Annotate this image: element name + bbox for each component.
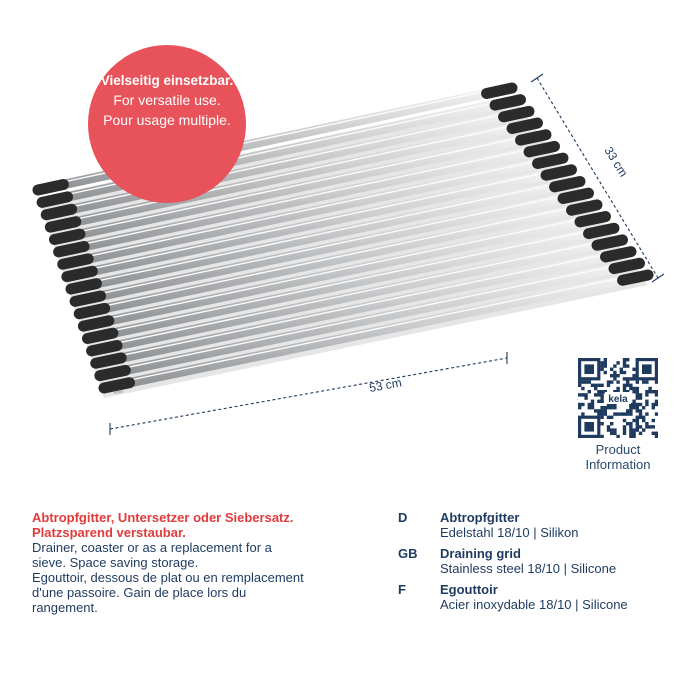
qr-module <box>632 374 635 377</box>
qr-module <box>645 393 648 396</box>
qr-module <box>600 393 603 396</box>
qr-module <box>604 406 607 409</box>
qr-module <box>636 380 639 383</box>
qr-center-logo: kela <box>608 394 628 405</box>
mat-end-cap <box>88 333 113 338</box>
qr-module <box>623 432 626 435</box>
qr-module <box>581 403 584 406</box>
qr-module <box>588 380 591 383</box>
qr-module <box>639 432 642 435</box>
mat-end-cap <box>92 346 117 351</box>
qr-module <box>655 403 658 406</box>
description-fr-line2: d'une passoire. Gain de place lors du <box>32 585 247 600</box>
qr-module <box>578 393 581 396</box>
qr-module <box>629 384 632 387</box>
qr-module <box>645 422 648 425</box>
qr-module <box>607 428 610 431</box>
qr-module <box>629 412 632 415</box>
qr-module <box>639 396 642 399</box>
qr-module <box>604 364 607 367</box>
mat-end-cap <box>59 246 84 251</box>
qr-module <box>648 390 651 393</box>
qr-module <box>610 406 613 409</box>
qr-module <box>655 412 658 415</box>
qr-module <box>642 428 645 431</box>
qr-module <box>604 412 607 415</box>
qr-module <box>648 387 651 390</box>
mat-end-cap <box>589 228 614 233</box>
mat-end-cap <box>512 123 537 128</box>
mat-end-cap <box>606 252 631 257</box>
qr-module <box>636 406 639 409</box>
description-fr-line1: Egouttoir, dessous de plat ou en remplacement <box>32 570 304 585</box>
language-title: Abtropfgitter <box>440 510 520 525</box>
qr-module <box>613 377 616 380</box>
qr-module <box>610 416 613 419</box>
mat-end-cap <box>529 146 554 151</box>
qr-module <box>620 412 623 415</box>
qr-module <box>597 400 600 403</box>
qr-module <box>591 400 594 403</box>
qr-module <box>652 406 655 409</box>
mat-end-cap <box>563 193 588 198</box>
qr-module <box>616 412 619 415</box>
qr-module <box>655 380 658 383</box>
qr-module <box>632 387 635 390</box>
qr-module <box>613 364 616 367</box>
language-list <box>398 510 698 618</box>
qr-module <box>600 390 603 393</box>
language-row-f <box>398 582 698 612</box>
qr-module <box>610 422 613 425</box>
qr-module <box>597 409 600 412</box>
qr-module <box>597 412 600 415</box>
qr-module <box>600 416 603 419</box>
qr-module <box>623 361 626 364</box>
language-material: Stainless steel 18/10 | Silicone <box>440 561 617 576</box>
mat-end-cap <box>546 170 571 175</box>
qr-caption <box>578 442 658 472</box>
qr-module <box>655 390 658 393</box>
mat-end-cap <box>46 209 71 214</box>
qr-module <box>636 419 639 422</box>
badge-line-en: For versatile use. <box>113 92 221 108</box>
qr-module <box>652 425 655 428</box>
qr-module <box>600 412 603 415</box>
language-code: F <box>398 582 406 597</box>
qr-module <box>636 403 639 406</box>
qr-module <box>639 393 642 396</box>
qr-module <box>626 377 629 380</box>
qr-module <box>632 428 635 431</box>
qr-module <box>626 412 629 415</box>
mat-end-cap <box>614 263 639 268</box>
qr-module <box>623 384 626 387</box>
qr-module <box>591 403 594 406</box>
qr-module <box>613 406 616 409</box>
qr-module <box>584 422 594 432</box>
qr-module <box>578 406 581 409</box>
qr-module <box>623 387 626 390</box>
language-material: Edelstahl 18/10 | Silikon <box>440 525 579 540</box>
qr-module <box>632 403 635 406</box>
qr-module <box>610 368 613 371</box>
mat-end-cap <box>96 358 121 363</box>
versatile-use-badge <box>88 45 246 203</box>
qr-module <box>632 400 635 403</box>
qr-module <box>652 432 655 435</box>
qr-module <box>600 435 603 438</box>
qr-code-icon[interactable] <box>578 358 658 438</box>
description-de-line1: Abtropfgitter, Untersetzer oder Siebersatz. <box>32 510 294 525</box>
mat-end-cap <box>67 271 92 276</box>
qr-module <box>632 377 635 380</box>
qr-module <box>607 384 610 387</box>
qr-module <box>578 384 581 387</box>
qr-module <box>588 406 591 409</box>
qr-module <box>607 380 610 383</box>
qr-module <box>645 425 648 428</box>
qr-module <box>629 435 632 438</box>
qr-module <box>584 364 594 374</box>
qr-module <box>655 435 658 438</box>
qr-module <box>642 406 645 409</box>
badge-line-fr: Pour usage multiple. <box>103 112 231 128</box>
qr-caption-line1: Product <box>595 442 641 457</box>
qr-module <box>636 425 639 428</box>
mat-end-cap <box>83 321 108 326</box>
qr-module <box>642 416 645 419</box>
mat-end-cap <box>75 296 100 301</box>
mat-end-cap <box>495 100 520 105</box>
qr-module <box>584 396 587 399</box>
qr-module <box>626 380 629 383</box>
depth-label: 33 cm <box>601 144 631 180</box>
qr-module <box>588 403 591 406</box>
qr-module <box>594 409 597 412</box>
qr-module <box>629 387 632 390</box>
qr-module <box>639 416 642 419</box>
qr-module <box>645 400 648 403</box>
qr-module <box>652 390 655 393</box>
description-de-line2: Platzsparend verstaubar. <box>32 525 186 540</box>
language-title: Egouttoir <box>440 582 498 597</box>
qr-module <box>639 409 642 412</box>
qr-module <box>632 368 635 371</box>
qr-module <box>629 422 632 425</box>
qr-module <box>623 428 626 431</box>
qr-module <box>629 377 632 380</box>
qr-module <box>581 387 584 390</box>
qr-module <box>655 432 658 435</box>
mat-end-cap <box>100 370 125 375</box>
qr-module <box>600 422 603 425</box>
description-fr-line3: rangement. <box>32 600 98 615</box>
qr-module <box>636 387 639 390</box>
description-en-line1: Drainer, coaster or as a replacement for a <box>32 540 272 555</box>
language-row-gb <box>398 546 698 576</box>
qr-module <box>613 374 616 377</box>
mat-end-cap <box>538 158 563 163</box>
qr-module <box>600 406 603 409</box>
qr-module <box>629 428 632 431</box>
qr-module <box>629 432 632 435</box>
qr-module <box>610 428 613 431</box>
qr-module <box>623 377 626 380</box>
mat-end-cap <box>63 259 88 264</box>
qr-module <box>648 425 651 428</box>
qr-module <box>607 406 610 409</box>
qr-module <box>623 412 626 415</box>
qr-module <box>626 422 629 425</box>
qr-module <box>581 393 584 396</box>
qr-module <box>642 419 645 422</box>
qr-caption-line2: Information <box>585 457 651 472</box>
qr-module <box>623 371 626 374</box>
qr-module <box>610 432 613 435</box>
qr-module <box>591 406 594 409</box>
qr-module <box>626 364 629 367</box>
qr-module <box>620 371 623 374</box>
qr-module <box>604 371 607 374</box>
qr-module <box>616 361 619 364</box>
qr-module <box>639 412 642 415</box>
qr-module <box>597 384 600 387</box>
qr-module <box>578 403 581 406</box>
qr-module <box>632 390 635 393</box>
qr-module <box>591 384 594 387</box>
qr-module <box>623 419 626 422</box>
qr-module <box>623 425 626 428</box>
qr-module <box>581 412 584 415</box>
language-code: GB <box>398 546 418 561</box>
qr-module <box>655 393 658 396</box>
qr-module <box>616 380 619 383</box>
mat-end-cap <box>504 111 529 116</box>
qr-module <box>636 393 639 396</box>
mat-end-cap <box>104 383 129 388</box>
qr-module <box>600 364 603 367</box>
language-row-d <box>398 510 698 540</box>
qr-module <box>632 432 635 435</box>
mat-end-cap <box>623 275 648 280</box>
mat-end-cap <box>71 284 96 289</box>
qr-module <box>613 432 616 435</box>
mat-logo: kela <box>113 388 124 396</box>
qr-module <box>632 406 635 409</box>
qr-module <box>632 419 635 422</box>
qr-module <box>655 400 658 403</box>
qr-module <box>610 374 613 377</box>
qr-module <box>626 409 629 412</box>
qr-module <box>597 393 600 396</box>
qr-block <box>578 358 658 472</box>
qr-module <box>629 409 632 412</box>
qr-module <box>645 390 648 393</box>
qr-module <box>629 406 632 409</box>
qr-module <box>594 387 597 390</box>
mat-end-cap <box>38 185 63 190</box>
qr-module <box>645 403 648 406</box>
qr-module <box>594 384 597 387</box>
qr-module <box>645 412 648 415</box>
mat-end-cap <box>55 234 80 239</box>
mat-end-cap <box>555 182 580 187</box>
qr-module <box>652 403 655 406</box>
qr-module <box>623 358 626 361</box>
qr-module <box>629 425 632 428</box>
qr-module <box>616 387 619 390</box>
qr-module <box>588 390 591 393</box>
mat-end-cap <box>50 222 75 227</box>
qr-module <box>632 435 635 438</box>
qr-module <box>600 384 603 387</box>
qr-module <box>652 419 655 422</box>
qr-module <box>645 380 648 383</box>
mat-end-cap <box>580 217 605 222</box>
qr-module <box>610 380 613 383</box>
qr-module <box>581 380 584 383</box>
qr-module <box>642 364 652 374</box>
qr-module <box>636 416 639 419</box>
qr-module <box>613 412 616 415</box>
language-title: Draining grid <box>440 546 521 561</box>
qr-module <box>607 416 610 419</box>
qr-module <box>636 390 639 393</box>
qr-module <box>613 371 616 374</box>
qr-module <box>584 380 587 383</box>
product-description <box>32 510 377 615</box>
language-material: Acier inoxydable 18/10 | Silicone <box>440 597 628 612</box>
mat-end-cap <box>79 308 104 313</box>
mat-end-cap <box>42 197 67 202</box>
qr-module <box>600 361 603 364</box>
qr-module <box>616 374 619 377</box>
mat-end-cap <box>572 205 597 210</box>
qr-module <box>597 390 600 393</box>
qr-module <box>626 358 629 361</box>
qr-module <box>636 428 639 431</box>
qr-module <box>620 368 623 371</box>
qr-module <box>594 393 597 396</box>
qr-module <box>600 400 603 403</box>
qr-module <box>604 409 607 412</box>
language-code: D <box>398 510 408 525</box>
qr-module <box>616 435 619 438</box>
width-label: 53 cm <box>368 375 403 395</box>
mat-end-cap <box>597 240 622 245</box>
badge-line-de: Vielseitig einsetzbar. <box>100 73 234 88</box>
qr-module <box>626 384 629 387</box>
qr-module <box>600 409 603 412</box>
qr-module <box>623 364 626 367</box>
qr-module <box>584 393 587 396</box>
qr-module <box>607 425 610 428</box>
qr-module <box>613 428 616 431</box>
qr-module <box>600 396 603 399</box>
qr-module <box>600 368 603 371</box>
qr-module <box>578 380 581 383</box>
description-en-line2: sieve. Space saving storage. <box>32 555 199 570</box>
qr-module <box>642 380 645 383</box>
qr-module <box>639 403 642 406</box>
qr-module <box>604 361 607 364</box>
qr-module <box>636 422 639 425</box>
mat-end-cap <box>487 88 512 93</box>
mat-end-cap <box>521 135 546 140</box>
qr-module <box>604 358 607 361</box>
qr-module <box>636 409 639 412</box>
qr-module <box>639 425 642 428</box>
qr-module <box>636 396 639 399</box>
